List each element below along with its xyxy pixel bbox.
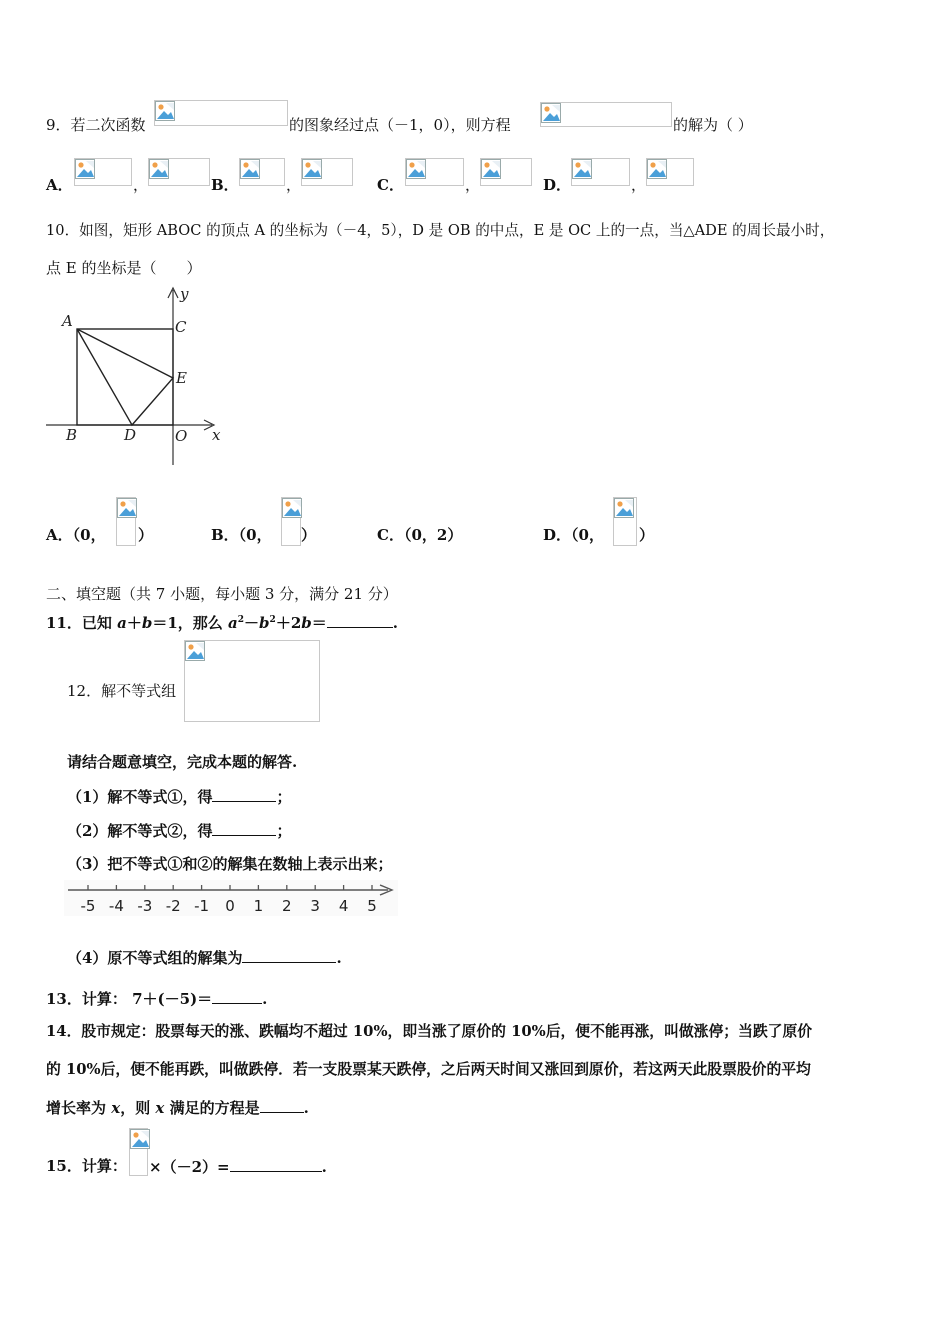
q9-option-b-image-1 bbox=[239, 158, 285, 186]
broken-image-icon bbox=[614, 498, 636, 520]
broken-image-icon bbox=[117, 498, 139, 520]
q10-option-a-close: ） bbox=[138, 526, 154, 544]
q12-step-2-text: （2）解不等式②，得 bbox=[67, 822, 213, 840]
q13-text: 13．计算： 7＋(－5)＝ bbox=[46, 990, 213, 1008]
q12-step-2-blank[interactable] bbox=[212, 820, 276, 836]
q12-step-2-semicolon: ； bbox=[276, 822, 292, 840]
q15-expression-image bbox=[129, 1128, 148, 1176]
number-line-label: -2 bbox=[165, 897, 181, 915]
broken-image-icon bbox=[282, 498, 304, 520]
broken-image-icon bbox=[75, 159, 97, 181]
number-line-label: 3 bbox=[310, 897, 320, 915]
number-line-label: -5 bbox=[80, 897, 96, 915]
q11-var-a-2: a bbox=[228, 614, 238, 632]
broken-image-icon bbox=[149, 159, 171, 181]
q9-comma-a: ， bbox=[133, 176, 149, 194]
q10-option-d: D．（0， bbox=[543, 526, 604, 544]
q15-prefix: 15．计算： bbox=[46, 1157, 127, 1175]
q11-answer-blank[interactable] bbox=[327, 612, 393, 628]
q12-step-1-text: （1）解不等式①，得 bbox=[67, 788, 213, 806]
q11-var-b-3: b bbox=[301, 614, 312, 632]
broken-image-icon bbox=[481, 159, 503, 181]
q11-minus: － bbox=[244, 614, 260, 632]
label-b: B bbox=[66, 426, 78, 444]
q9-comma-c: ， bbox=[465, 176, 481, 194]
label-c: C bbox=[175, 318, 187, 336]
q9-text-a: 若二次函数 bbox=[70, 116, 146, 134]
q13-end: . bbox=[262, 990, 268, 1008]
q12-step-4-text: （4）原不等式组的解集为 bbox=[67, 949, 243, 967]
q14-line-2: 的 10%后，便不能再跌，叫做跌停．若一支股票某天跌停，之后两天时间又涨回到原价，若这两天此股票股价的平均 bbox=[46, 1061, 811, 1078]
q10-option-a-image bbox=[116, 497, 136, 546]
broken-image-icon bbox=[647, 159, 669, 181]
q9-comma-d: ， bbox=[631, 176, 647, 194]
q14-line-3a: 增长率为 bbox=[46, 1099, 112, 1117]
broken-image-icon bbox=[541, 103, 563, 125]
q11-line bbox=[46, 610, 398, 633]
q11-var-b: b bbox=[141, 614, 153, 632]
q12-instruction: 请结合题意填空，完成本题的解答. bbox=[67, 753, 298, 771]
q9-option-d-image-1 bbox=[571, 158, 630, 186]
q12-label: 12．解不等式组 bbox=[67, 682, 177, 700]
q11-prefix: 11．已知 bbox=[46, 614, 118, 632]
q15-end: . bbox=[321, 1158, 327, 1176]
q15-answer-blank[interactable] bbox=[230, 1156, 322, 1172]
q14-line-3 bbox=[46, 1097, 309, 1118]
q14-var-x-2: x bbox=[155, 1099, 165, 1117]
q11-end: . bbox=[392, 614, 398, 632]
q10-rectangle-figure bbox=[44, 284, 228, 470]
q10-option-c: C．（0，2） bbox=[377, 526, 463, 544]
q11-sup-2: 2 bbox=[269, 615, 276, 625]
number-line-label: 5 bbox=[367, 897, 377, 915]
q14-line-3b: ，则 bbox=[120, 1099, 156, 1117]
q11-var-b-2: b bbox=[259, 614, 270, 632]
q10-line-1: 10．如图，矩形 ABOC 的顶点 A 的坐标为（－4，5），D 是 OB 的中点，E 是 OC 上的一点，当△ADE 的周长最小时， bbox=[46, 222, 835, 239]
q10-option-b-image bbox=[281, 497, 301, 546]
number-line-label: 2 bbox=[282, 897, 292, 915]
q10-line-2: 点 E 的坐标是（ ） bbox=[46, 259, 202, 277]
q12-step-1-semicolon: ； bbox=[276, 788, 292, 806]
label-e: E bbox=[176, 369, 187, 387]
q15-op: ×（－2）= bbox=[149, 1158, 230, 1176]
label-y: y bbox=[180, 285, 189, 303]
label-a: A bbox=[62, 312, 73, 330]
q11-plus2b: ＋2 bbox=[275, 614, 302, 632]
broken-image-icon bbox=[406, 159, 428, 181]
q10-option-b-close: ） bbox=[301, 526, 317, 544]
q9-option-a-image-2 bbox=[148, 158, 210, 186]
broken-image-icon bbox=[240, 159, 262, 181]
number-line-label: 1 bbox=[253, 897, 264, 915]
q9-option-a-image-1 bbox=[74, 158, 132, 186]
broken-image-icon bbox=[155, 101, 177, 123]
q12-step-4 bbox=[67, 947, 342, 968]
q9-text-c: 的解为（ ） bbox=[673, 116, 753, 134]
q14-line-3c: 满足的方程是 bbox=[164, 1099, 260, 1117]
broken-image-icon bbox=[185, 641, 207, 663]
q12-step-4-period: . bbox=[336, 949, 342, 967]
section-2-title: 二、填空题（共 7 小题，每小题 3 分，满分 21 分） bbox=[46, 585, 398, 603]
number-line-label: 4 bbox=[338, 897, 349, 915]
number-line-label: 0 bbox=[225, 897, 235, 915]
q9-option-c-label: C． bbox=[377, 176, 404, 194]
broken-image-icon bbox=[302, 159, 324, 181]
q11-sup-1: 2 bbox=[237, 615, 245, 625]
q13-line bbox=[46, 988, 267, 1009]
q9-option-d-image-2 bbox=[646, 158, 694, 186]
q11-eq1: ＝1，那么 bbox=[152, 614, 229, 632]
q12-step-1 bbox=[67, 786, 291, 807]
q10-option-d-close: ） bbox=[639, 526, 655, 544]
q10-option-a: A．（0， bbox=[46, 526, 106, 544]
q12-system-image bbox=[184, 640, 320, 722]
q9-function-image bbox=[154, 100, 288, 126]
q14-answer-blank[interactable] bbox=[260, 1097, 304, 1113]
q12-step-1-blank[interactable] bbox=[212, 786, 276, 802]
q9-line bbox=[46, 115, 146, 135]
broken-image-icon bbox=[572, 159, 594, 181]
q10-option-b: B．（0， bbox=[211, 526, 272, 544]
q14-line-1: 14．股市规定：股票每天的涨、跌幅均不超过 10%，即当涨了原价的 10%后，便不能再涨，叫做涨停；当跌了原价 bbox=[46, 1023, 813, 1040]
q9-option-b-image-2 bbox=[301, 158, 353, 186]
q9-option-d-label: D． bbox=[543, 176, 572, 194]
broken-image-icon bbox=[130, 1129, 152, 1151]
q12-step-3: （3）把不等式①和②的解集在数轴上表示出来； bbox=[67, 855, 393, 873]
q9-number: 9． bbox=[46, 116, 71, 134]
q9-option-a-label: A． bbox=[46, 176, 73, 194]
q11-eq2: ＝ bbox=[311, 614, 327, 632]
q11-var-a: a bbox=[117, 614, 127, 632]
number-line-label: -1 bbox=[194, 897, 210, 915]
number-line-label: -3 bbox=[137, 897, 153, 915]
q9-equation-image bbox=[540, 102, 672, 127]
q9-text-b: 的图象经过点（－1，0），则方程 bbox=[289, 116, 511, 134]
q14-var-x: x bbox=[111, 1099, 121, 1117]
label-o: O bbox=[175, 427, 188, 445]
number-line-label: -4 bbox=[108, 897, 124, 915]
label-d: D bbox=[124, 426, 137, 444]
q14-end: . bbox=[303, 1099, 309, 1117]
q11-plus: ＋ bbox=[126, 614, 142, 632]
q9-comma-b: ， bbox=[286, 176, 302, 194]
q9-option-c-image-1 bbox=[405, 158, 464, 186]
q12-step-2 bbox=[67, 820, 291, 841]
q9-option-c-image-2 bbox=[480, 158, 532, 186]
q12-step-4-blank[interactable] bbox=[242, 947, 336, 963]
q9-option-b-label: B． bbox=[211, 176, 239, 194]
q15-rest bbox=[149, 1156, 327, 1177]
label-x: x bbox=[212, 426, 221, 444]
q10-option-d-image bbox=[613, 497, 637, 546]
number-line bbox=[64, 880, 398, 916]
q13-answer-blank[interactable] bbox=[212, 988, 262, 1004]
